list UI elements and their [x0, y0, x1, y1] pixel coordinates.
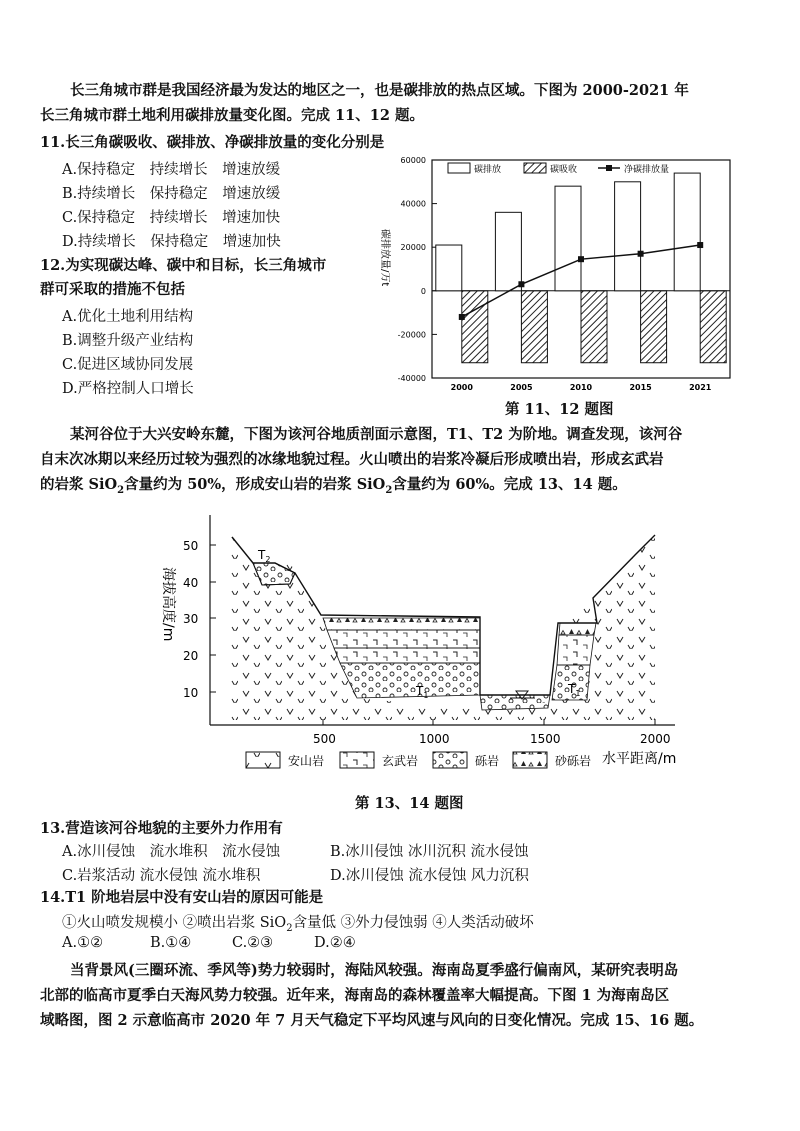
q14-option-c[interactable]: C.②③ — [232, 935, 274, 951]
intro-passage-1 — [40, 78, 780, 128]
section-ytick-20: 20 — [183, 649, 199, 663]
q13-option-b[interactable]: B.冰川侵蚀 冰川沉积 流水侵蚀 — [330, 844, 529, 860]
q12-stem-line2: 群可采取的措施不包括 — [40, 281, 185, 298]
y-tick-label: 40000 — [400, 199, 426, 209]
x-tick-label-2005: 2005 — [510, 383, 533, 392]
basalt-layer-right — [557, 635, 594, 665]
q11-option-a[interactable]: A.保持稳定 持续增长 增速放缓 — [62, 162, 281, 178]
y-tick-label: 60000 — [400, 156, 426, 165]
legend-absorption-label: 碳吸收 — [550, 165, 578, 175]
q12-option-b[interactable]: B.调整升级产业结构 — [62, 333, 194, 349]
intro-passage-2 — [40, 422, 780, 503]
section-ytick-10: 10 — [183, 686, 199, 700]
legend-basalt-swatch — [340, 752, 374, 768]
section-xtick-1000: 1000 — [419, 732, 450, 746]
sandy-gravel-layer-right — [559, 623, 596, 635]
y-axis-label: 碳排放量/万t — [379, 229, 390, 287]
legend-conglomerate-swatch — [433, 752, 467, 768]
q12-option-a[interactable]: A.优化土地利用结构 — [62, 309, 194, 325]
legend-andesite-label: 安山岩 — [288, 754, 325, 768]
x-tick-label-2021: 2021 — [689, 383, 712, 392]
q11-stem: 11.长三角碳吸收、碳排放、净碳排放量的变化分别是 — [40, 134, 385, 151]
intro-passage-3 — [40, 958, 780, 1033]
section-xtick-500: 500 — [313, 732, 336, 746]
section-ytick-50: 50 — [183, 539, 199, 553]
basalt-layer-upper-left — [327, 630, 480, 648]
q13-option-d[interactable]: D.冰川侵蚀 流水侵蚀 风力沉积 — [330, 868, 529, 884]
section-ytick-40: 40 — [183, 576, 199, 590]
chart-caption: 第 11、12 题图 — [505, 401, 614, 418]
q14-statements — [62, 911, 534, 934]
conglomerate-layer-left — [340, 663, 480, 698]
q14-statements-sub: 2 — [286, 922, 293, 934]
emission-bar-2000 — [436, 245, 462, 291]
absorption-bar-2021 — [700, 291, 726, 363]
legend-absorption-swatch — [524, 163, 546, 173]
legend-emission-label: 碳排放 — [474, 165, 502, 175]
absorption-bar-2015 — [641, 291, 667, 363]
intro2-line3-part-a: 的岩浆 SiO — [40, 476, 118, 493]
y-tick-label: 20000 — [400, 243, 426, 253]
intro2-line3-part-c: 含量约为 60%。完成 13、14 题。 — [392, 476, 627, 493]
q11-option-b[interactable]: B.持续增长 保持稳定 增速放缓 — [62, 186, 281, 202]
y-tick-label: 0 — [420, 286, 426, 296]
emission-bar-2015 — [615, 182, 641, 291]
section-xtick-2000: 2000 — [640, 732, 671, 746]
q13-option-a[interactable]: A.冰川侵蚀 流水堆积 流水侵蚀 — [62, 844, 281, 860]
intro3-line3: 域略图，图 2 示意临高市 2020 年 7 月天气稳定下平均风速与风向的日变化情况。完成 15、16 题。 — [40, 1012, 704, 1029]
q14-statements-part-b: 含量低 ③外力侵蚀弱 ④人类活动破坏 — [292, 915, 534, 931]
x-tick-label-2010: 2010 — [569, 383, 593, 392]
net-emission-point-2005 — [518, 281, 524, 287]
carbon-emission-chart — [370, 150, 740, 400]
legend-sandy-gravel-swatch — [513, 752, 547, 768]
absorption-bar-2005 — [521, 291, 547, 363]
x-tick-label-2000: 2000 — [450, 383, 473, 392]
intro1-line1: 长三角城市群是我国经济最为发达的地区之一，也是碳排放的热点区域。下图为 2000-2021 年 — [70, 82, 689, 99]
absorption-bar-2000 — [462, 291, 488, 363]
q14-stem: 14.T1 阶地岩层中没有安山岩的原因可能是 — [40, 889, 324, 906]
net-emission-point-2010 — [578, 256, 584, 262]
intro2-line1: 某河谷位于大兴安岭东麓，下图为该河谷地质剖面示意图，T1、T2 为阶地。调查发现，该河谷 — [70, 426, 683, 443]
section-legend — [246, 752, 591, 768]
emission-bar-2005 — [495, 212, 521, 290]
section-x-label: 水平距离/m — [602, 751, 677, 767]
intro1-line2: 长三角城市群土地利用碳排放量变化图。完成 11、12 题。 — [40, 107, 424, 124]
legend-sandy-gravel-label: 砂砾岩 — [555, 754, 592, 768]
sandy-gravel-layer-left — [323, 618, 480, 630]
intro2-line3 — [40, 472, 780, 503]
q11-option-c[interactable]: C.保持稳定 持续增长 增速加快 — [62, 210, 281, 226]
net-emission-point-2000 — [459, 314, 465, 320]
valley-floor-deposit — [480, 695, 550, 710]
t1-left-label: $T_1$ — [416, 684, 429, 700]
net-emission-point-2015 — [638, 251, 644, 257]
q11-option-d[interactable]: D.持续增长 保持稳定 增速加快 — [62, 234, 281, 250]
section-caption: 第 13、14 题图 — [355, 795, 464, 812]
section-ytick-30: 30 — [183, 612, 199, 626]
q13-stem: 13.营造该河谷地貌的主要外力作用有 — [40, 820, 283, 837]
legend-basalt-label: 玄武岩 — [382, 754, 419, 768]
intro3-line1: 当背景风(三圈环流、季风等)势力较弱时，海陆风较强。海南岛夏季盛行偏南风，某研究表明岛 — [70, 962, 679, 979]
q14-option-a[interactable]: A.①② — [62, 935, 104, 951]
geological-section-diagram — [150, 505, 680, 795]
section-xtick-1500: 1500 — [530, 732, 561, 746]
q14-statements-part-a: ①火山喷发规模小 ②喷出岩浆 SiO — [62, 915, 287, 931]
t1-right-label: $T_1$ — [568, 682, 581, 698]
q14-option-d[interactable]: D.②④ — [314, 935, 356, 951]
absorption-bar-2010 — [581, 291, 607, 363]
q12-option-c[interactable]: C.促进区域协同发展 — [62, 357, 194, 373]
net-emission-point-2021 — [697, 242, 703, 248]
intro2-sub-a: 2 — [117, 484, 125, 496]
q14-option-b[interactable]: B.①④ — [150, 935, 192, 951]
basalt-layer-lower-left — [334, 648, 480, 663]
q12-option-d[interactable]: D.严格控制人口增长 — [62, 381, 194, 397]
y-tick-label: -40000 — [397, 374, 426, 383]
legend-net-label: 净碳排放量 — [624, 165, 670, 175]
legend-conglomerate-label: 砾岩 — [475, 754, 500, 768]
y-tick-label: -20000 — [397, 330, 426, 340]
q13-option-c[interactable]: C.岩浆活动 流水侵蚀 流水堆积 — [62, 868, 261, 884]
intro2-line3-part-b: 含量约为 50%，形成安山岩的岩浆 SiO — [124, 476, 386, 493]
intro2-sub-b: 2 — [385, 484, 393, 496]
legend-andesite-swatch — [246, 752, 280, 768]
section-y-label: 海拔高度/m — [160, 567, 176, 642]
emission-bar-2010 — [555, 186, 581, 291]
q12-stem-line1: 12.为实现碳达峰、碳中和目标，长三角城市 — [40, 257, 327, 274]
intro2-line2: 自末次冰期以来经历过较为强烈的冰缘地貌过程。火山喷出的岩浆冷凝后形成喷出岩，形成玄武岩 — [40, 451, 664, 468]
t2-label: $T_2$ — [258, 548, 271, 564]
emission-bar-2021 — [674, 173, 700, 291]
legend-net-marker — [606, 165, 612, 171]
x-tick-label-2015: 2015 — [629, 383, 652, 392]
legend-emission-swatch — [448, 163, 470, 173]
intro3-line2: 北部的临高市夏季白天海风势力较强。近年来，海南岛的森林覆盖率大幅提高。下图 1 为海南岛区 — [40, 987, 670, 1004]
